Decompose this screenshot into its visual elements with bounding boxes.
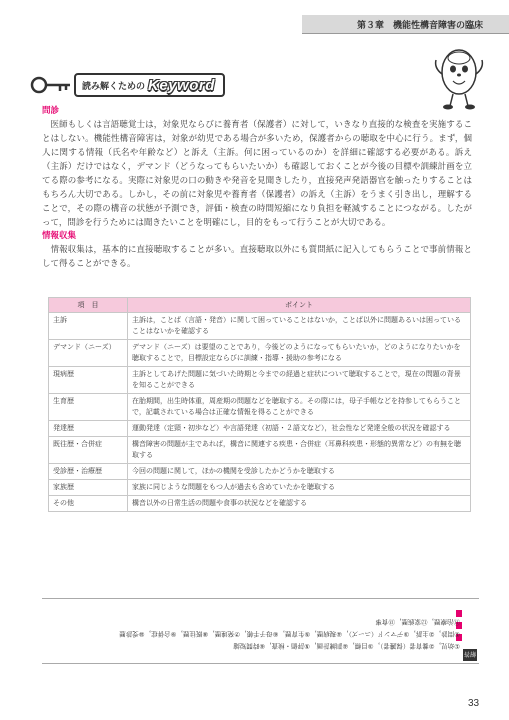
row-point: 構音障害の問題が主であれば，構音に関連する疾患・合併症（耳鼻科疾患・形態的異常など）の有無を聴取する xyxy=(128,437,471,464)
row-point: 主訴としてあげた問題に気づいた時期と今までの経過と症状について聴取することで，現在の問題の背景を知ることができる xyxy=(128,367,471,394)
keyword-banner xyxy=(30,72,225,98)
section-heading-interview: 問診 xyxy=(42,106,60,116)
keyword-title: Keyword xyxy=(148,76,215,94)
key-icon xyxy=(30,74,72,96)
row-item: 生育歴 xyxy=(49,394,128,421)
chapter-title: 第３章 機能性構音障害の臨床 xyxy=(302,15,509,33)
interview-items-table xyxy=(48,297,471,512)
table-row xyxy=(49,480,471,496)
table-row xyxy=(49,394,471,421)
column-header-point: ポイント xyxy=(128,298,471,313)
table-header-row xyxy=(49,298,471,313)
table-row xyxy=(49,464,471,480)
page-number: 33 xyxy=(468,698,480,709)
keyword-prefix: 読み解くための xyxy=(82,81,146,92)
table-row xyxy=(49,437,471,464)
table-row xyxy=(49,313,471,340)
table-row xyxy=(49,367,471,394)
row-point: デマンド（ニーズ）は要望のことであり，今後どのようになってもらいたいか，どのようになりたいかを聴取することで，目標設定ならびに訓練・指導・援助の参考になる xyxy=(128,340,471,367)
table-row xyxy=(49,340,471,367)
egg-mascot-illustration xyxy=(432,40,486,112)
row-point: 今回の問題に関して，ほかの機関を受診したかどうかを聴取する xyxy=(128,464,471,480)
answer-line: ①問診，②主訴，③デマンド（ニーズ），④現病歴，⑤生育歴，⑥母子手帳，⑦発達歴，⑧既往歴，⑨合併症，⑩受診歴 xyxy=(119,630,460,638)
interview-paragraph: 医師もしくは言語聴覚士は，対象児ならびに養育者（保護者）に対して，いきなり直接的な検査を実施することはしない。機能性構音障害は，対象が幼児である場合が多いため，保護者からの聴取を中心に行う。まず，個人に関する情報（氏名や年齢など）と訴え（主訴。何に困っているのか）を詳細に確認する必要がある。訴え（主訴）だけではなく，デマンド（どうなってもらいたいか）も確認しておくことが今後の目標や訓練計画を立てる際の参考になる。実際に対象児の口の動きや発音を見聞きしたり，直接発声発語器官を触ったりすることはもちろん大切である。しかし，その前に対象児や養育者（保護者）の訴え（主訴）をうまく引き出し，理解することで，その際の構音の状態が予測でき，評価・検査の時間短縮になり負担を軽減することにつながる。したがって，問診を行うためには聞きたいことを明確にし，目的をもって行うことが大切である。 xyxy=(42,120,472,228)
row-point: 主訴は，ことば（言語・発音）に関して困っていることはないか，ことば以外に問題あるいは困っていることはないかを確認する xyxy=(128,313,471,340)
main-content xyxy=(42,105,472,271)
row-item: 家族歴 xyxy=(49,480,128,496)
row-item: 現病歴 xyxy=(49,367,128,394)
column-header-item: 項 目 xyxy=(49,298,128,313)
row-point: 家族に同じような問題をもつ人が過去も含めていたかを聴取する xyxy=(128,480,471,496)
row-item: デマンド（ニーズ） xyxy=(49,340,128,367)
info-gathering-paragraph: 情報収集は，基本的に直接聴取することが多い。直接聴取以外にも質問紙に記入してもらうことで事前情報として得ることができる。 xyxy=(42,245,472,269)
header-rule xyxy=(302,33,509,34)
row-point: 運動発達（定頸・初歩など）や言語発達（初語・２語文など），社会性など発達全般の状況を確認する xyxy=(128,421,471,437)
table-row xyxy=(49,496,471,512)
row-item: 主訴 xyxy=(49,313,128,340)
row-item: 既往歴・合併症 xyxy=(49,437,128,464)
row-item: 発達歴 xyxy=(49,421,128,437)
keyword-badge xyxy=(74,73,225,97)
table-row xyxy=(49,421,471,437)
answer-line: ①幼児，②養育者（保護者），③目標，④訓練計画，⑤評価・検査，⑥時間短縮 xyxy=(233,642,460,650)
answer-tag: 解答 xyxy=(463,649,477,661)
answer-text-inverted xyxy=(50,606,460,652)
row-item: 受診歴・治療歴 xyxy=(49,464,128,480)
row-item: その他 xyxy=(49,496,128,512)
section-heading-info-gathering: 情報収集 xyxy=(42,231,77,241)
answer-line: ⑪治療歴，⑫家族歴，⑬食事 xyxy=(375,618,460,626)
row-point: 在胎期間，出生時体重，周産期の問題などを聴取する。その際には，母子手帳などを持参してもらうことで，記載されている場合は正確な情報を得ることができる xyxy=(128,394,471,421)
row-point: 構音以外の日常生活の問題や食事の状況などを確認する xyxy=(128,496,471,512)
